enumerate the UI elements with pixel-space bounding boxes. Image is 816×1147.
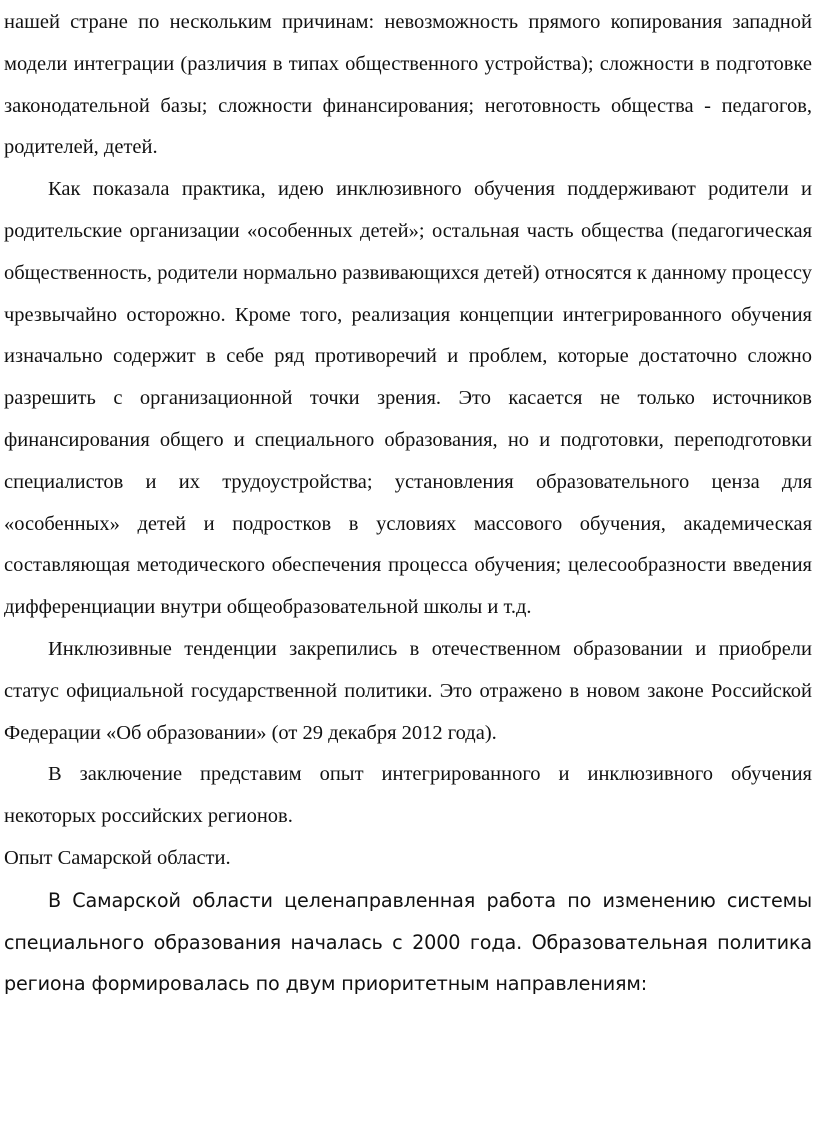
paragraph-practice: Как показала практика, идею инклюзивного обучения поддерживают родители и родительские организации «особенных детей»; остальная часть общества (педагогическая общественность, родители нормально развивающихся детей) относятся к данному процессу чрезвычайно осторожно. Кроме того, реализация концепции интегрированного обучения изначально содержит в себе ряд противоречий и проблем, которые достаточно сложно разрешить с организационной точки зрения. Это касается не только источников финансирования общего и специального образования, но и подготовки, переподготовки специалистов и их трудоустройства; установления образовательного ценза для «особенных» детей и подростков в условиях массового обучения, академическая составляющая методического обеспечения процесса обучения; целесообразности введения дифференциации внутри общеобразовательной школы и т.д. (4, 178, 812, 619)
paragraph-samara: В Самарской области целенаправленная работа по изменению системы специального образования началась с 2000 года. Образовательная политика региона формировалась по двум приоритетным направлениям: (4, 888, 812, 996)
paragraph-continuation: нашей стране по нескольким причинам: невозможность прямого копирования западной модели интеграции (различия в типах общественного устройства); сложности в подготовке законодательной базы; сложности финансирования; неготовность общества - педагогов, родителей, детей. (4, 11, 812, 159)
paragraph-inclusive-trends: Инклюзивные тенденции закрепились в отечественном образовании и приобрели статус официальной государственной политики. Это отражено в новом законе Российской Федерации «Об образовании» (от 29 декабря 2012 года). (4, 637, 812, 744)
section-heading: Опыт Самарской области. (4, 846, 231, 869)
paragraph-conclusion: В заключение представим опыт интегрированного и инклюзивного обучения некоторых российских регионов. (4, 763, 812, 828)
